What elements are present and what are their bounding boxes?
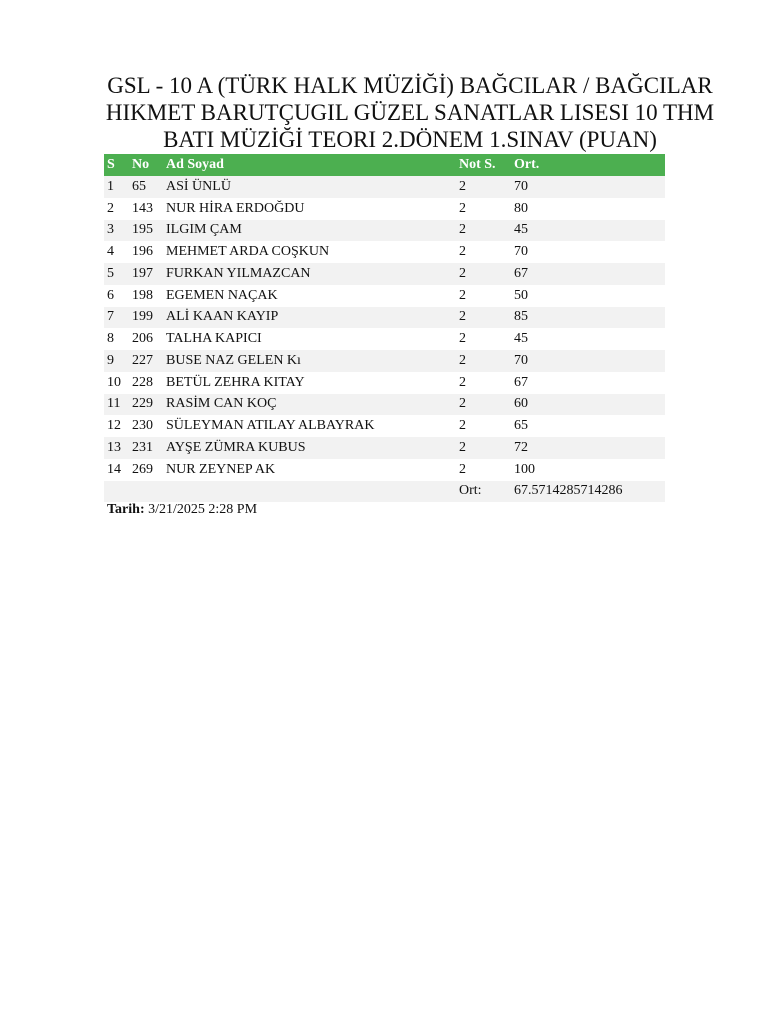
- table-row: [104, 198, 665, 220]
- cell-name: ASİ ÜNLÜ: [163, 176, 456, 198]
- table-row: [104, 176, 665, 198]
- table-row: [104, 263, 665, 285]
- cell-s: 7: [104, 307, 129, 329]
- table-row: [104, 220, 665, 242]
- title-line-1: GSL - 10 A (TÜRK HALK MÜZİĞİ) BAĞCILAR / BAĞCILAR: [107, 73, 713, 98]
- cell-no: 229: [129, 394, 163, 416]
- header-no: No: [129, 154, 163, 176]
- cell-not-s: 2: [456, 437, 511, 459]
- cell-s: 13: [104, 437, 129, 459]
- cell-not-s: 2: [456, 198, 511, 220]
- cell-ort: 100: [511, 459, 665, 481]
- cell-no: 199: [129, 307, 163, 329]
- cell-not-s: 2: [456, 263, 511, 285]
- cell-s: 11: [104, 394, 129, 416]
- cell-ort: 85: [511, 307, 665, 329]
- cell-no: 231: [129, 437, 163, 459]
- cell-name: EGEMEN NAÇAK: [163, 285, 456, 307]
- table-header-row: [104, 154, 665, 176]
- header-ort: Ort.: [511, 154, 665, 176]
- table-row: [104, 437, 665, 459]
- header-s: S: [104, 154, 129, 176]
- cell-ort: 65: [511, 415, 665, 437]
- table-body: [104, 176, 665, 481]
- cell-name: MEHMET ARDA COŞKUN: [163, 241, 456, 263]
- cell-name: ILGIM ÇAM: [163, 220, 456, 242]
- cell-ort: 70: [511, 176, 665, 198]
- cell-no: 197: [129, 263, 163, 285]
- cell-ort: 45: [511, 328, 665, 350]
- table-row: [104, 285, 665, 307]
- cell-not-s: 2: [456, 372, 511, 394]
- cell-name: NUR ZEYNEP AK: [163, 459, 456, 481]
- table-row: [104, 307, 665, 329]
- date-label: Tarih:: [107, 502, 145, 517]
- table-row: [104, 394, 665, 416]
- cell-name: TALHA KAPICI: [163, 328, 456, 350]
- cell-no: 195: [129, 220, 163, 242]
- cell-ort: 60: [511, 394, 665, 416]
- cell-s: 5: [104, 263, 129, 285]
- table-row: [104, 459, 665, 481]
- cell-s: 1: [104, 176, 129, 198]
- table-row: [104, 415, 665, 437]
- cell-ort: 70: [511, 241, 665, 263]
- header-not-s: Not S.: [456, 154, 511, 176]
- cell-name: AYŞE ZÜMRA KUBUS: [163, 437, 456, 459]
- cell-name: SÜLEYMAN ATILAY ALBAYRAK: [163, 415, 456, 437]
- cell-no: 230: [129, 415, 163, 437]
- footer-empty-s: [104, 481, 129, 503]
- table-row: [104, 350, 665, 372]
- cell-ort: 67: [511, 372, 665, 394]
- cell-ort: 70: [511, 350, 665, 372]
- header-name: Ad Soyad: [163, 154, 456, 176]
- cell-s: 9: [104, 350, 129, 372]
- cell-not-s: 2: [456, 394, 511, 416]
- cell-ort: 50: [511, 285, 665, 307]
- cell-not-s: 2: [456, 328, 511, 350]
- cell-name: BUSE NAZ GELEN Kı: [163, 350, 456, 372]
- footer-avg-value: 67.5714285714286: [511, 481, 665, 503]
- cell-no: 206: [129, 328, 163, 350]
- footer-empty-no: [129, 481, 163, 503]
- cell-ort: 80: [511, 198, 665, 220]
- report-date: [107, 502, 257, 518]
- cell-not-s: 2: [456, 220, 511, 242]
- cell-not-s: 2: [456, 350, 511, 372]
- table-footer-row: [104, 481, 665, 503]
- footer-avg-label: Ort:: [456, 481, 511, 503]
- table-row: [104, 241, 665, 263]
- cell-no: 269: [129, 459, 163, 481]
- title-line-2: HIKMET BARUTÇUGIL GÜZEL SANATLAR LISESI 10 THM: [105, 100, 715, 125]
- cell-name: NUR HİRA ERDOĞDU: [163, 198, 456, 220]
- cell-s: 12: [104, 415, 129, 437]
- cell-no: 65: [129, 176, 163, 198]
- table-row: [104, 372, 665, 394]
- cell-not-s: 2: [456, 241, 511, 263]
- cell-not-s: 2: [456, 307, 511, 329]
- title-line-3: BATI MÜZİĞİ TEORI 2.DÖNEM 1.SINAV (PUAN): [163, 127, 657, 152]
- cell-no: 228: [129, 372, 163, 394]
- cell-not-s: 2: [456, 459, 511, 481]
- report-title: [104, 72, 716, 153]
- cell-no: 196: [129, 241, 163, 263]
- cell-name: BETÜL ZEHRA KITAY: [163, 372, 456, 394]
- cell-ort: 72: [511, 437, 665, 459]
- footer-empty-name: [163, 481, 456, 503]
- cell-not-s: 2: [456, 176, 511, 198]
- cell-no: 143: [129, 198, 163, 220]
- cell-s: 3: [104, 220, 129, 242]
- table-row: [104, 328, 665, 350]
- cell-name: RASİM CAN KOÇ: [163, 394, 456, 416]
- cell-s: 2: [104, 198, 129, 220]
- cell-s: 10: [104, 372, 129, 394]
- date-value: 3/21/2025 2:28 PM: [148, 502, 258, 517]
- cell-s: 14: [104, 459, 129, 481]
- cell-name: FURKAN YILMAZCAN: [163, 263, 456, 285]
- cell-not-s: 2: [456, 285, 511, 307]
- cell-ort: 45: [511, 220, 665, 242]
- cell-s: 4: [104, 241, 129, 263]
- results-table: [104, 154, 665, 502]
- cell-ort: 67: [511, 263, 665, 285]
- cell-name: ALİ KAAN KAYIP: [163, 307, 456, 329]
- cell-not-s: 2: [456, 415, 511, 437]
- cell-s: 8: [104, 328, 129, 350]
- cell-no: 198: [129, 285, 163, 307]
- cell-s: 6: [104, 285, 129, 307]
- cell-no: 227: [129, 350, 163, 372]
